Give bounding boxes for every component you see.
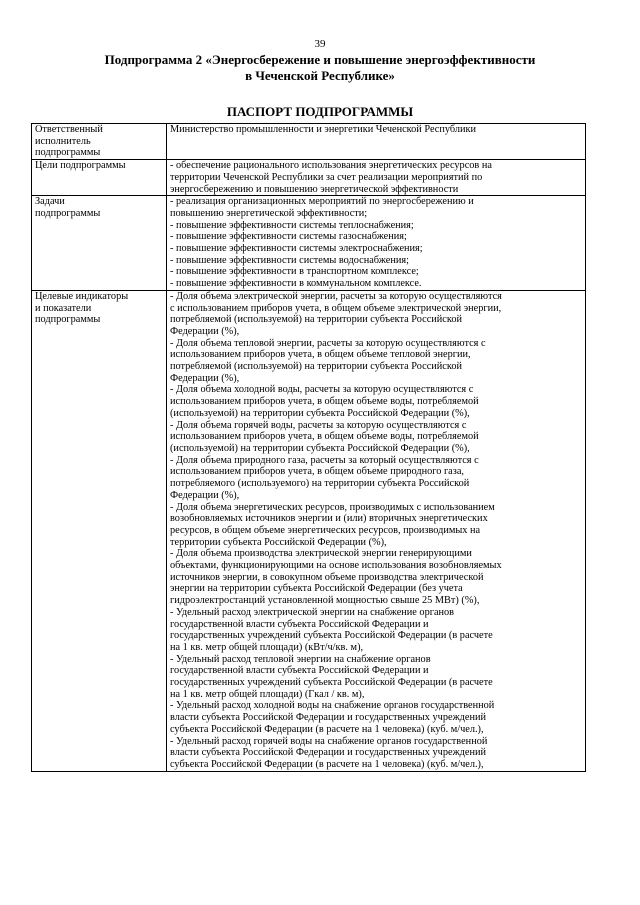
row-content-line: потребляемого (используемого) на территории субъекта Российской (170, 478, 470, 490)
row-content-line: Федерации (%), (170, 489, 240, 501)
row-label-line: подпрограммы (35, 314, 101, 326)
row-content-line: - повышение эффективности в транспортном комплексе; (170, 266, 419, 278)
subprogram-title (40, 52, 600, 84)
page-number: 39 (314, 38, 326, 50)
row-content-cell (167, 290, 586, 771)
row-content-line: - Доля объема тепловой энергии, расчеты за которую осуществляются с (170, 337, 486, 349)
row-content-line: - Доля объема электрической энергии, расчеты за которую осуществляются (170, 290, 502, 302)
row-content-line: на 1 кв. метр общей площади) (кВт/ч/кв. м), (170, 641, 364, 653)
row-content-line: - Доля объема холодной воды, расчеты за которую осуществляются с (170, 384, 474, 396)
row-content-line: (используемой) на территории субъекта Российской Федерации (%), (170, 407, 470, 419)
row-content-line: использованием приборов учета, в общем объеме воды, потребляемой (170, 431, 479, 443)
row-label-cell (32, 124, 167, 160)
row-label-line: Задачи (35, 196, 65, 208)
row-content-line: - Удельный расход тепловой энергии на снабжение органов (170, 653, 431, 665)
passport-row (32, 124, 586, 160)
subprogram-title-line: в Чеченской Республике» (245, 68, 395, 83)
row-content-line: потребляемой (используемой) на территории субъекта Российской (170, 314, 463, 326)
row-content-line: повышению энергетической эффективности; (170, 207, 368, 219)
row-content-line: - Удельный расход горячей воды на снабжение органов государственной (170, 735, 488, 747)
row-content-line: - повышение эффективности системы теплоснабжения; (170, 219, 414, 231)
passport-heading: ПАСПОРТ ПОДПРОГРАММЫ (226, 104, 414, 119)
row-label-cell (32, 290, 167, 771)
row-label-line: Цели подпрограммы (35, 160, 126, 172)
row-label-line: подпрограммы (35, 147, 101, 159)
row-content-line: использованием приборов учета, в общем объеме воды, потребляемой (170, 396, 479, 408)
row-content-line: - Удельный расход холодной воды на снабжение органов государственной (170, 700, 495, 712)
row-label-line: и показатели (35, 302, 92, 314)
row-content-line: Министерство промышленности и энергетики Чеченской Республики (170, 124, 477, 135)
row-content-line: территории Чеченской Республики за счет реализации мероприятий по (170, 171, 483, 183)
row-content-line: - Удельный расход электрической энергии на снабжение органов (170, 606, 455, 618)
row-content-line: ресурсов, в общем объеме энергетических ресурсов, производимых на (170, 524, 481, 536)
row-content-line: использованием приборов учета, в общем объеме природного газа, (170, 466, 464, 478)
row-content-line: - Доля объема энергетических ресурсов, производимых с использованием (170, 501, 495, 513)
row-label-line: Ответственный (35, 124, 103, 135)
row-content-line: энергосбережению и повышению энергетической эффективности (170, 183, 459, 195)
row-content-line: источников энергии, в совокупном объеме производства электрической (170, 571, 484, 583)
row-label-line: исполнитель (35, 135, 91, 147)
row-content-line: - повышение эффективности системы газоснабжения; (170, 231, 407, 243)
passport-row (32, 196, 586, 291)
subprogram-title-line: Подпрограмма 2 «Энергосбережение и повышение энергоэффективности (104, 52, 536, 67)
row-content-line: территории субъекта Российской Федерации (%), (170, 536, 387, 548)
row-content-line: государственной власти субъекта Российской Федерации и (170, 665, 429, 677)
row-content-line: - реализация организационных мероприятий по энергосбережению и (170, 196, 474, 208)
row-content-line: субъекта Российской Федерации (в расчете на 1 человека) (куб. м/чел.), (170, 758, 484, 770)
row-label-cell (32, 160, 167, 196)
row-content-line: - Доля объема горячей воды, расчеты за которую осуществляются с (170, 419, 467, 431)
row-content-cell (167, 124, 586, 160)
row-content-line: объектами, функционирующими на основе использования возобновляемых (170, 560, 502, 572)
row-content-line: - обеспечение рационального использования энергетических ресурсов на (170, 160, 492, 172)
row-content-line: субъекта Российской Федерации (в расчете на 1 человека) (куб. м/чел.), (170, 723, 484, 735)
row-content-line: Федерации (%), (170, 372, 240, 384)
passport-table-body (32, 124, 586, 772)
row-content-line: государственной власти субъекта Российской Федерации и (170, 618, 429, 630)
row-content-line: власти субъекта Российской Федерации и государственных учреждений (170, 747, 487, 759)
row-content-line: - повышение эффективности системы водоснабжения; (170, 254, 409, 266)
row-content-line: - повышение эффективности системы электроснабжения; (170, 243, 423, 255)
passport-row (32, 160, 586, 196)
row-label-cell (32, 196, 167, 291)
row-content-line: гидроэлектростанций установленной мощностью свыше 25 МВт) (%), (170, 595, 480, 607)
row-content-line: государственных учреждений субъекта Российской Федерации (в расчете (170, 677, 493, 689)
row-content-line: Федерации (%), (170, 325, 240, 337)
row-content-line: с использованием приборов учета, в общем объеме электрической энергии, (170, 302, 502, 314)
row-content-line: - Доля объема производства электрической энергии генерирующими (170, 548, 472, 560)
row-content-line: (используемой) на территории субъекта Российской Федерации (%), (170, 442, 470, 454)
passport-table (31, 123, 586, 772)
row-label-line: подпрограммы (35, 207, 101, 219)
row-content-line: - Доля объема природного газа, расчеты за который осуществляются с (170, 454, 479, 466)
row-content-line: государственных учреждений субъекта Российской Федерации (в расчете (170, 630, 493, 642)
row-content-line: возобновляемых источников энергии и (или) вторичных энергетических (170, 513, 488, 525)
row-content-line: использованием приборов учета, в общем объеме тепловой энергии, (170, 349, 471, 361)
row-label-line: Целевые индикаторы (35, 290, 129, 302)
row-content-cell (167, 196, 586, 291)
row-content-line: на 1 кв. метр общей площади) (Гкал / кв. м), (170, 688, 365, 700)
row-content-line: энергии на территории субъекта Российской Федерации (без учета (170, 583, 463, 595)
row-content-line: потребляемой (используемой) на территории субъекта Российской (170, 361, 463, 373)
row-content-cell (167, 160, 586, 196)
passport-row (32, 290, 586, 771)
row-content-line: - повышение эффективности в коммунальном комплексе. (170, 278, 422, 290)
row-content-line: власти субъекта Российской Федерации и государственных учреждений (170, 712, 487, 724)
